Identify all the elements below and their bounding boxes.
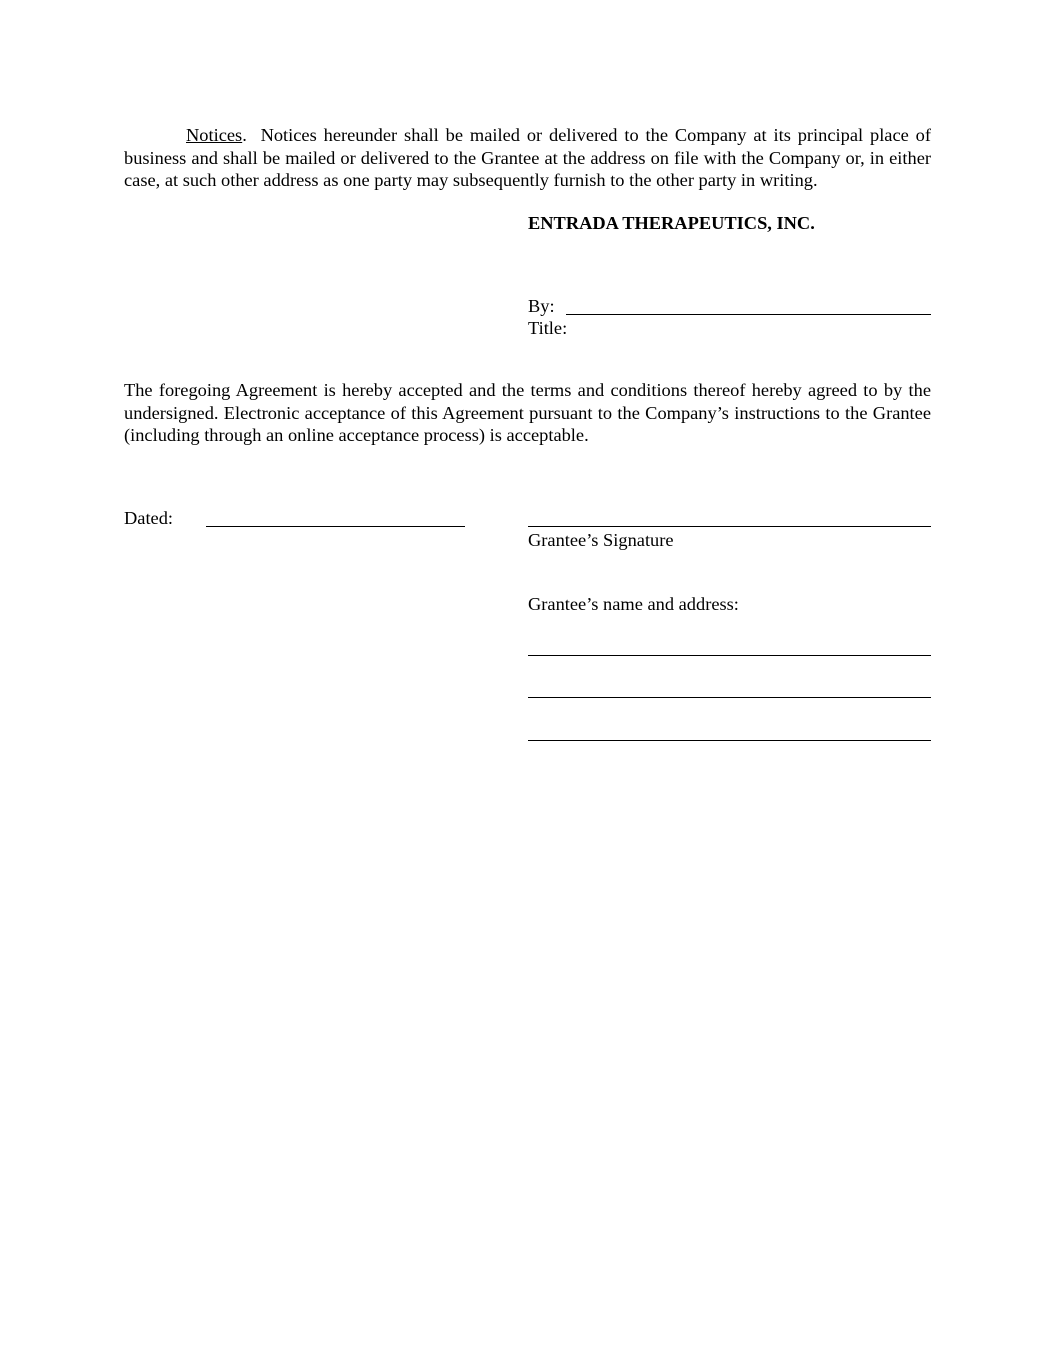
address-line-3[interactable]: [528, 740, 931, 741]
by-signature-line[interactable]: [566, 314, 931, 315]
notices-paragraph: [124, 124, 936, 192]
grantee-name-address-label: Grantee’s name and address:: [528, 594, 739, 614]
title-label: Title:: [528, 318, 568, 338]
address-line-1[interactable]: [528, 655, 931, 656]
dated-label: Dated:: [124, 508, 174, 528]
notices-heading-punct: .: [242, 125, 247, 145]
dated-line[interactable]: [206, 526, 465, 527]
company-name: ENTRADA THERAPEUTICS, INC.: [528, 213, 815, 233]
grantee-signature-label: Grantee’s Signature: [528, 530, 674, 550]
address-line-2[interactable]: [528, 697, 931, 698]
notices-heading: Notices: [186, 125, 243, 145]
acceptance-paragraph: The foregoing Agreement is hereby accepted and the terms and conditions thereof hereby agreed to by the undersigned. Electronic acceptance of this Agreement pursuant to the Company’s instructions to the Grantee (including through an online acceptance process) is acceptable.: [124, 380, 931, 445]
notices-body: Notices hereunder shall be mailed or delivered to the Company at its principal place of business and shall be mailed or delivered to the Grantee at the address on file with the Company or, in either case, at such other address as one party may subsequently furnish to the other party in writing.: [124, 125, 936, 190]
by-label: By:: [528, 296, 555, 316]
grantee-signature-line[interactable]: [528, 526, 931, 527]
